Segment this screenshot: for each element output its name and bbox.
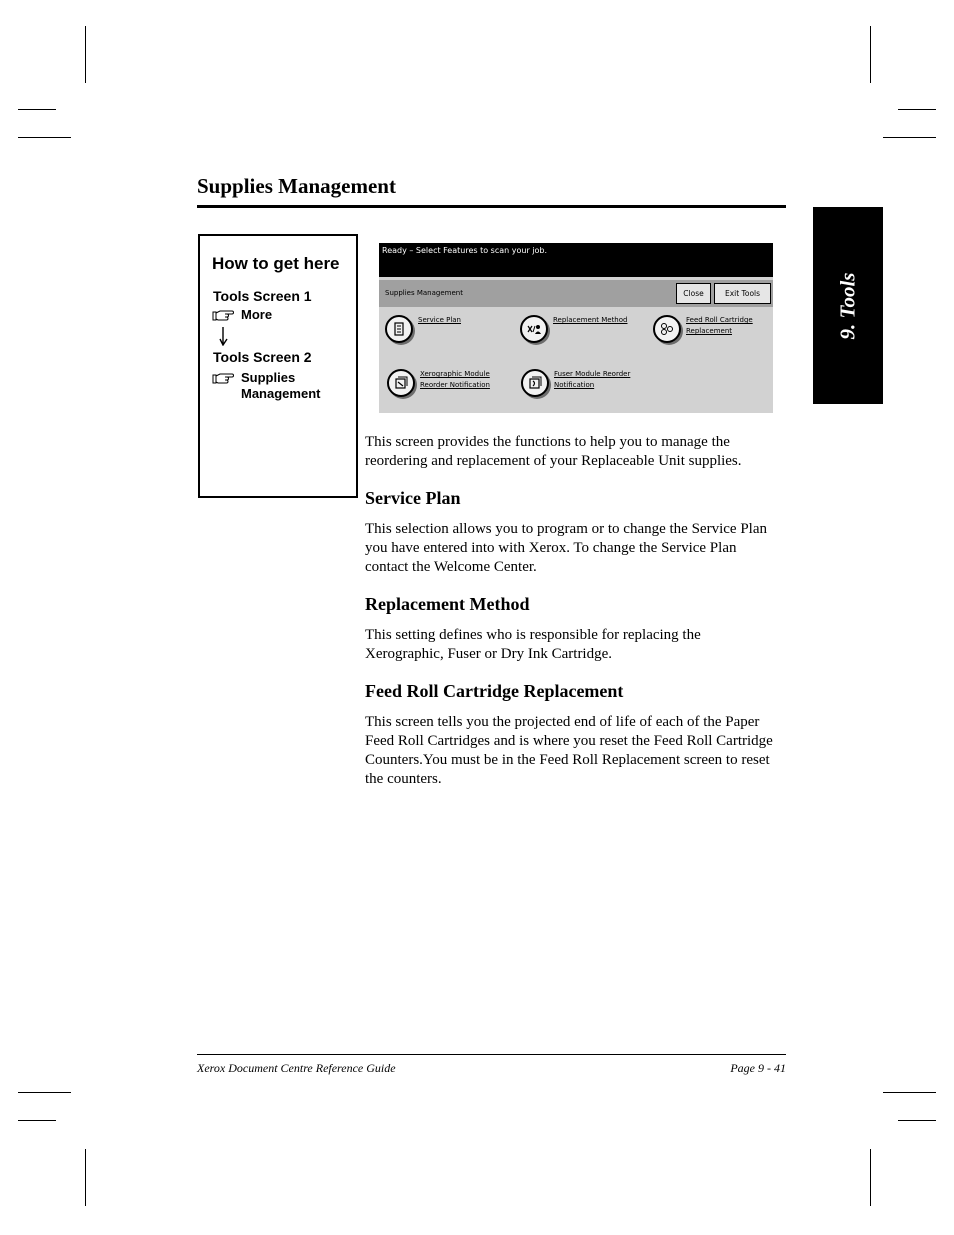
option-label-line2: Notification — [554, 381, 595, 389]
supplies-label-line2: Management — [241, 386, 321, 401]
screen-title-bar — [379, 280, 773, 307]
fuser-module-option[interactable] — [521, 369, 651, 407]
more-item-label: More — [241, 307, 273, 322]
tools-screen-1-label: Tools Screen 1 — [213, 288, 312, 304]
how-to-get-here-box — [198, 234, 358, 498]
replacement-method-heading: Replacement Method — [365, 594, 530, 614]
crop-mark — [18, 1092, 71, 1093]
chapter-tab — [813, 207, 883, 404]
service-plan-label — [418, 315, 461, 326]
feed-roll-label — [686, 315, 753, 337]
tools-screen-2-label: Tools Screen 2 — [213, 349, 312, 365]
crop-mark — [870, 26, 871, 83]
intro-line: This screen provides the functions to help you to manage the — [365, 434, 730, 450]
crop-mark — [870, 1149, 871, 1206]
close-button[interactable]: Close — [676, 283, 711, 304]
paragraph-line: This setting defines who is responsible for replacing the — [365, 627, 701, 643]
service-plan-icon — [385, 315, 413, 343]
footer-guide-title: Xerox Document Centre Reference Guide — [197, 1061, 396, 1075]
xerographic-module-option[interactable] — [387, 369, 517, 407]
crop-mark — [18, 1120, 56, 1121]
chapter-tab-label: 9. Tools — [835, 272, 860, 339]
replacement-method-label — [553, 315, 627, 326]
option-label-line1: Feed Roll Cartridge — [686, 316, 753, 324]
crop-mark — [85, 26, 86, 83]
paragraph-line: Xerographic, Fuser or Dry Ink Cartridge. — [365, 646, 613, 662]
supplies-management-item-label — [241, 370, 320, 402]
service-plan-option[interactable] — [385, 315, 515, 353]
hand-pointer-icon — [212, 371, 234, 385]
replacement-method-icon — [520, 315, 548, 343]
intro-paragraph — [365, 433, 785, 471]
feed-roll-paragraph — [365, 713, 795, 789]
option-label-line1: Xerographic Module — [420, 370, 490, 378]
status-bar — [379, 243, 773, 277]
status-message: Ready – Select Features to scan your job. — [382, 246, 548, 255]
page-title: Supplies Management — [197, 174, 396, 198]
xerographic-module-label — [420, 369, 490, 391]
crop-mark — [883, 1092, 936, 1093]
feed-roll-heading: Feed Roll Cartridge Replacement — [365, 681, 624, 701]
feed-roll-cartridge-option[interactable] — [653, 315, 783, 353]
crop-mark — [883, 137, 936, 138]
paragraph-line: you have entered into with Xerox. To change the Service Plan — [365, 540, 737, 556]
option-label-line2: Reorder Notification — [420, 381, 490, 389]
paragraph-line: the counters. — [365, 771, 442, 787]
feed-roll-icon — [653, 315, 681, 343]
how-to-title: How to get here — [212, 254, 340, 273]
replacement-method-paragraph — [365, 626, 790, 664]
down-arrow-icon — [219, 326, 231, 346]
crop-mark — [85, 1149, 86, 1206]
title-rule — [197, 205, 786, 208]
crop-mark — [18, 109, 56, 110]
intro-line: reordering and replacement of your Replaceable Unit supplies. — [365, 453, 742, 469]
service-plan-heading: Service Plan — [365, 488, 461, 508]
crop-mark — [898, 109, 936, 110]
paragraph-line: This selection allows you to program or to change the Service Plan — [365, 521, 767, 537]
footer-rule — [197, 1054, 786, 1055]
crop-mark — [898, 1120, 936, 1121]
supplies-label-line1: Supplies — [241, 370, 296, 385]
hand-pointer-icon — [212, 308, 234, 322]
xerographic-module-icon — [387, 369, 415, 397]
option-label-line1: Fuser Module Reorder — [554, 370, 631, 378]
supplies-management-screenshot — [379, 243, 773, 413]
replacement-method-option[interactable] — [520, 315, 650, 353]
crop-mark — [18, 137, 71, 138]
fuser-module-icon — [521, 369, 549, 397]
fuser-module-label — [554, 369, 630, 391]
screen-title: Supplies Management — [385, 289, 463, 297]
exit-tools-button[interactable]: Exit Tools — [714, 283, 771, 304]
option-label-line1: Service Plan — [418, 316, 461, 324]
option-label-line1: Replacement Method — [553, 316, 628, 324]
paragraph-line: Feed Roll Cartridges and is where you reset the Feed Roll Cartridge — [365, 733, 773, 749]
service-plan-paragraph — [365, 520, 790, 577]
paragraph-line: This screen tells you the projected end of life of each of the Paper — [365, 714, 760, 730]
paragraph-line: contact the Welcome Center. — [365, 559, 537, 575]
paragraph-line: Counters.You must be in the Feed Roll Replacement screen to reset — [365, 752, 770, 768]
footer-page-number: Page 9 - 41 — [730, 1061, 786, 1075]
option-label-line2: Replacement — [686, 327, 732, 335]
